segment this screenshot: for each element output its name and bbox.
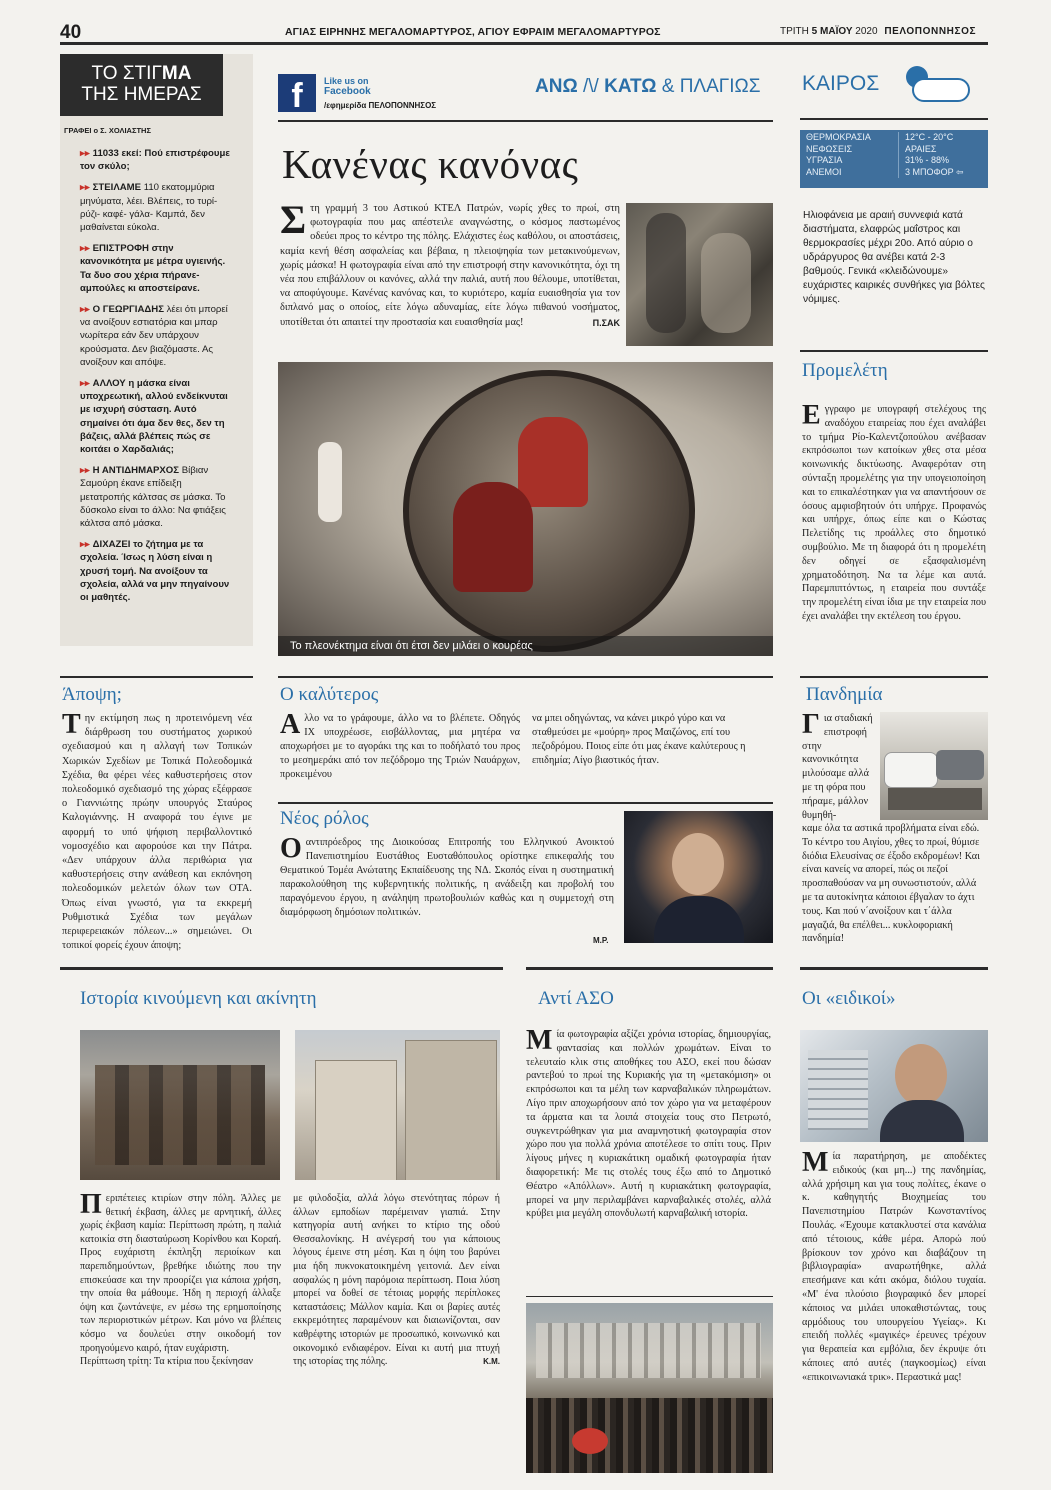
weather-row <box>800 144 988 156</box>
ano-kato-title <box>535 76 760 98</box>
stigma-item <box>80 464 234 530</box>
weather-row <box>800 167 988 179</box>
weather-title: ΚΑΙΡΟΣ <box>802 72 880 95</box>
top-section-rule <box>278 120 773 122</box>
weather-row-label: ΥΓΡΑΣΙΑ <box>800 155 899 167</box>
stigma-item <box>80 181 234 234</box>
kalyteros-dropcap: Α <box>280 709 301 740</box>
istoria-text-1-last: Περίπτωση τρίτη: Τα κτίρια που ξεκίνησαν <box>80 1356 254 1368</box>
weather-text: Ηλιοφάνεια με αραιή συννεφιά κατά διαστήματα, ελαφρώς μαΐστρος και θερμοκρασίες μέχρι 20ο. Από αύριο ο υδράργυρος θα ανέβει κατά 2-3 βαθμούς. Γενικά «κλειδώνουμε» ευχάριστες καιρικές συνθήκες για βόλτες νόμιμες. <box>803 210 985 305</box>
row2-rule-mid <box>278 676 773 678</box>
photo-caption: Το πλεονέκτημα είναι ότι έτσι δεν μιλάει ο κουρέας <box>278 636 773 656</box>
neos-rolos-dropcap: Ο <box>280 833 302 864</box>
red-arrow-icon: ▸▸ <box>80 148 90 159</box>
promeleti-rule <box>800 350 988 352</box>
weather-row-value: 31% - 88% <box>905 155 950 165</box>
eidikoi-body <box>802 1147 986 1385</box>
portrait-photo <box>624 811 773 943</box>
kalyteros-rule <box>278 802 773 804</box>
istoria-title: Ιστορία κινούμενη και ακίνητη <box>80 988 317 1009</box>
date-year: 2020 <box>855 26 878 37</box>
istoria-signature: Κ.Μ. <box>483 1357 500 1367</box>
stigma-item-lead: 11033 εκεί: Πού επιστρέφουμε τον σκύλο; <box>80 148 230 173</box>
weather-row-value: ΑΡΑΙΕΣ <box>905 143 937 154</box>
stigma-item <box>80 147 234 173</box>
weather-row-value: 12°C - 20°C <box>905 132 954 142</box>
stigma-item-lead: Ο ΓΕΩΡΓΙΑΔΗΣ <box>92 304 164 316</box>
red-arrow-icon: ▸▸ <box>80 304 90 316</box>
pandimia-body-narrow <box>802 709 876 822</box>
row3-rule-right <box>800 967 988 970</box>
red-arrow-icon: ▸▸ <box>80 182 90 194</box>
red-arrow-icon: ▸▸ <box>80 243 90 255</box>
stigma-title-a: ΤΟ ΣΤΙΓ <box>91 63 162 84</box>
stigma-title-c: ΤΗΣ ΗΜΕΡΑΣ <box>81 84 202 105</box>
neos-rolos-body <box>280 833 614 920</box>
apopsi-dropcap: Τ <box>62 709 81 740</box>
anti-aso-rule <box>526 1296 773 1297</box>
kato-label: ΚΑΤΩ <box>604 76 657 97</box>
main-story-dropcap: Σ <box>280 197 307 242</box>
promeleti-body <box>802 400 986 624</box>
plagios-label: & ΠΛΑΓΙΩΣ <box>661 76 761 97</box>
kalyteros-col1 <box>280 709 520 782</box>
stigma-item-lead: ΣΤΕΙΛΑΜΕ <box>92 182 142 194</box>
ano-label: ΑΝΩ <box>535 76 578 97</box>
facebook-line2: Facebook <box>324 86 371 97</box>
saints-of-day: ΑΓΙΑΣ ΕΙΡΗΝΗΣ ΜΕΓΑΛΟΜΑΡΤΥΡΟΣ, ΑΓΙΟΥ ΕΦΡΑΙΜ ΜΕΓΑΛΟΜΑΡΤΥΡΟΣ <box>285 26 661 38</box>
stigma-item <box>80 538 234 604</box>
cloud-icon <box>900 62 975 104</box>
pandimia-text-narrow: ια σταδιακή επιστροφή στην κανονικότητα μιλούσαμε αλλά με τη φόρα που πήραμε, μάλλον θυμηθή- <box>802 713 873 821</box>
apopsi-text: ην εκτίμηση πως η προτεινόμενη νέα διάρθρωση του συστήματος χωρικού σχεδιασμού και η αλλαγή των Τοπικών Χωρικών Σχεδίων με Τοπικά Πολεοδομικά Σχέδια, θα φέρει νέες καθυστερήσεις στον πολεοδομικό σχεδιασμό της χώρας εξέφρασε ο Γιαννιώτης πρώην υπουργός Σταύρος Καλογιάννης. Η αναφορά του έγινε με αφορμή το υπό ψήφιση περιβαλλοντικό νομοσχέδιο και αφορούσε και την Πάτρα. «Δεν υπάρχουν άλλα περιθώρια για καθυστερήσεις στην ανάθεση και εκπόνηση πολεοδομικών μελετών όλων των ΟΤΑ. Όπως είναι γνωστό, για τα εκκρεμή Ρυθμιστικά Σχέδια των μεγάλων περιφερειακών πόλεων...» σημειώνει. Οι τοπικοί φορείς έχουν άποψη; <box>62 713 252 952</box>
weather-rule <box>800 118 988 120</box>
eidikoi-text: ία παρατήρηση, με αποδέκτες ειδικούς (και μη...) της πανδημίας, αλλά χρήσιμη και για τους πολίτες, έκανε ο κ. καθηγητής Βιοχημείας του Πανεπιστημίου Πατρών Κωνσταντίνος Πουλάς. «Έχουμε κατακλυστεί στα κανάλια από τέτοιους, κάθε μέρα. Απορώ πού βρίσκουν τον χρόνο και διαβάζουν τη βιβλιογραφία» αναρωτήθηκε, αλλά επεσήμανε και κάτι ακόμα, διόλου τυχαία. «Μ' ένα πλούσιο βιογραφικό δεν μπορεί κάποιος να μιλάει υποκαθιστώντας, τους αρμόδιους του υπουργείου Υγείας». Κι επειδή πολλές «μαγικές» έρευνες τρέχουν για θεραπεία και εμβόλια, δεν έκρυψε ότι κάποιες από αυτές (παγκοσμίως) είναι «επικοινωνιακά τρικ». Περαστικά μας! <box>802 1151 986 1383</box>
weather-row-value: 3 ΜΠΟΦΟΡ ⇦ <box>905 166 964 177</box>
main-story-body <box>280 197 620 330</box>
facebook-line3: /εφημερίδα ΠΕΛΟΠΟΝΝΗΣΟΣ <box>324 101 437 110</box>
promeleti-text: γγραφο με υπογραφή στελέχους της αναδόχου εταιρείας που έχει αναλάβει το τμήμα Ρίο-Καλεντζοπούλου ανέβασαν εκπρόσωποι των κατοίκων χθες στα μέσα κοινωνικής δικτύωσης. Αναφερόταν στη σύνταξη προμελέτης για την υπογειοποίηση και το επικαλέστηκαν για να απαντήσουν σε όσους αμφισβητούν ότι υπήρχε. Προφανώς και υπήρχε, όπως είπε και ο Κώστας Πελετίδης τις προάλλες στο δημοτικό συμβούλιο. Με τη διαφορά ότι η προμελέτη δεν οδηγεί σε εξασφαλισμένη χρηματοδότηση. Να τα λέμε και αυτά. Παρεμπιπτόντως, η εταιρεία που συντάξε την προμελέτη είναι ίδια με την εταιρεία που έχει αναλάβει την εκτέλεση του έργου. <box>802 404 986 622</box>
header-rule <box>60 42 988 45</box>
eidikoi-dropcap: Μ <box>802 1147 829 1178</box>
main-headline: Κανένας κανόνας <box>282 141 579 187</box>
anti-aso-text: ία φωτογραφία αξίζει χρόνια ιστορίας, δημιουργίας, φαντασίας και πολλών χρωμάτων. Είναι το τελευταίο κλικ στις αποθήκες του ΑΣΟ, εκεί που δώσαν ραντεβού το πρωί της Κυριακής για τη «μετακόμιση» οι εκπρόσωποι και τα μέλη των καρναβαλικών πληρωμάτων. Λίγο πριν αποχωρήσουν από τον χώρο για να μεταφέρουν τα άρματα και τα λοιπά στοιχεία τους στο Πετρωτό, συγκεντρώθηκαν για μια αναμνηστική φωτογραφία στον χώρο που για πολλά χρόνια αποτέλεσε το σπίτι τους. Πριν λίγους μήνες η κυριακάτικη ομαδική φωτογραφία ήταν διαφορετική: Με τις στολές τους έξω από το Δημοτικό Θέατρο «Απόλλων». Αυτή η κυριακάτικη φωτογραφία, μπορεί να μην περιλαμβάνει καρναβαλικές στολές, αλλά κρύβει μια μεγάλη σπονδυλωτή καρναβαλική ιστορία. <box>526 1029 771 1220</box>
facebook-icon: f <box>278 74 316 112</box>
date-line <box>780 26 976 37</box>
stigma-item <box>80 242 234 295</box>
promeleti-title: Προμελέτη <box>802 360 888 381</box>
stigma-item-text: 110 εκατομμύρια μηνύματα, λέει. Βλέπεις, το τυρί- ρύζι- καφέ- γάλα- Καμπά, δεν μαθαίνεται εύκολα. <box>80 182 218 234</box>
row2-rule-left <box>60 676 253 678</box>
bus-photo <box>626 203 773 346</box>
kalyteros-title: Ο καλύτερος <box>280 684 379 705</box>
red-arrow-icon: ▸▸ <box>80 465 90 477</box>
row3-rule-left <box>60 967 503 970</box>
weather-row-label: ΑΝΕΜΟΙ <box>800 167 899 179</box>
main-story-signature: Π.ΣΑΚ <box>592 317 620 328</box>
pandimia-dropcap: Γ <box>802 709 820 740</box>
main-story-text: τη γραμμή 3 του Αστικού ΚΤΕΛ Πατρών, νωρίς χθες το πρωί, στη φωτογραφία που μας απέστειλε αναγνώστης, ο κόσμος παστωμένος οδεύει προς το κέντρο της πόλης. Ελάχιστες έως καθόλου, οι αποστάσεις, καμία κενή θέση ασφαλείας και βέβαια, η πλειοψηφία των μετακινούμενων, χωρίς μάσκα! Η φωτογραφία είναι από την επιστροφή στην κανονικότητα, όχι τη νέα που επιβάλλουν οι κανόνες, αλλά την παλιά, αυτή που θέλουμε, υποτίθεται, να αποφύγουμε. Κανένας κανόνας και, το κυριότερο, καμία ευαισθησία για τον διπλανό μας ο οποίος, είτε λόγω αδυναμίας, είτε λόγω πιθανού νοσήματος, υποτίθεται ότι απαιτεί την προστασία και ευαισθησία μας! <box>280 203 620 328</box>
apopsi-body <box>62 709 252 953</box>
date-day-month: 5 ΜΑΪΟΥ <box>811 26 853 37</box>
weather-row-label: ΘΕΡΜΟΚΡΑΣΙΑ <box>800 132 899 144</box>
istoria-col1 <box>80 1189 281 1369</box>
anti-aso-dropcap: Μ <box>526 1025 553 1056</box>
red-arrow-icon: ▸▸ <box>80 378 90 390</box>
stigma-header <box>60 54 223 116</box>
pandimia-title: Πανδημία <box>806 684 883 705</box>
weather-row <box>800 132 988 144</box>
facebook-line1: Like us on <box>324 76 369 86</box>
stigma-item-lead: Η ΑΝΤΙΔΗΜΑΡΧΟΣ <box>92 465 180 477</box>
red-arrow-icon: ▸▸ <box>80 539 90 551</box>
stigma-item <box>80 377 234 456</box>
carnival-group-photo <box>526 1303 773 1473</box>
istoria-dropcap: Π <box>80 1189 102 1220</box>
row2-rule-right <box>800 676 988 678</box>
kalyteros-text-2: να μπει οδηγώντας, να κάνει μικρό γύρο και να σταθμεύσει με «μούρη» προς Μαιζώνος, επί του πεζοδρόμου. Ποιος είπε ότι μας έκανε καλύτερους η επιδημία; Λίγο βιαστικός ήταν. <box>532 713 746 766</box>
old-building-photo <box>80 1030 280 1180</box>
neos-rolos-signature: Μ.Ρ. <box>593 936 609 945</box>
istoria-col2 <box>293 1192 500 1369</box>
weather-panel <box>800 130 988 188</box>
stigma-items <box>80 147 234 612</box>
anti-aso-body <box>526 1025 771 1221</box>
neos-rolos-text: αντιπρόεδρος της Διοικούσας Επιτροπής του Ελληνικού Ανοικτού Πανεπιστημίου Ευστάθιος Ευσταθόπουλος ορίστηκε επικεφαλής του Θεματικού Τομέα Ανώτατης Εκπαίδευσης της ΝΔ. Σκοπός είναι η συστηματική παρακολούθηση της κυβερνητικής πολιτικής, η ανάδειξη και προβολή του παραγόμενου έργου, η ανάληψη πρωτοβουλιών καθώς και η συμμετοχή στη διαμόρφωση δημόσιων πολιτικών. <box>280 837 614 918</box>
stigma-item-lead: ΑΛΛΟΥ η μάσκα είναι υποχρεωτική, αλλού ενδείκνυται με ισχυρή σύσταση. Αυτό σημαίνει ότι άμα δεν θες, δεν τη βάζεις, αλλά βλέπεις πώς σε κοιτάει ο Χαρδαλιάς; <box>80 378 228 456</box>
stigma-byline: ΓΡΑΦΕΙ ο Σ. ΧΟΛΙΑΣΤΗΣ <box>64 126 151 135</box>
barber-photo <box>278 362 773 656</box>
neos-rolos-title: Νέος ρόλος <box>280 808 369 829</box>
promeleti-dropcap: Ε <box>802 400 821 431</box>
anti-aso-title: Αντί ΑΣΟ <box>538 988 614 1009</box>
eidikoi-title: Οι «ειδικοί» <box>802 988 896 1009</box>
kalyteros-col2 <box>532 712 772 768</box>
ano-kato-arrows-icon: /\/ <box>582 76 599 97</box>
traffic-photo <box>880 712 988 820</box>
istoria-text-2: με φιλοδοξία, αλλά λόγω στενότητας πόρων ή άλλων εμποδίων παρέμειναν γιαπιά. Στην κατηγορία αυτή ανήκει το κτίριο της οδού Θεσσαλονίκης. Η ανέγερσή του για κάποιους λόγους έμεινε στη μέση. Και η όψη του βαρύνει μια ήδη πυκνοκατοικημένη γειτονιά. Δεν είναι ασφαλώς η μόνη παρόμοια περίπτωση. Ποια λύση μπορεί να δοθεί σε τέτοιας μορφής περίπλοκες καταστάσεις; Μάλλον καμία. Και οι βαρίες αυτές εκκρεμότητες παραμένουν και διαιωνίζονται, σαν καθρέφτης ιστοριών με προσωπικό, κοινωνικό και οικονομικό ενδιαφέρον. Είναι κι αυτή μια πτυχή της ιστορίας της πόλης. <box>293 1193 500 1368</box>
apopsi-title: Άποψη; <box>62 684 122 705</box>
stigma-item-lead: ΕΠΙΣΤΡΟΦΗ στην κανονικότητα με μέτρα υγιεινής. Τα δυο σου χέρια πήρανε- αμπούλες κι αποστείρανε. <box>80 243 226 294</box>
facebook-promo[interactable] <box>278 74 488 116</box>
professor-photo <box>800 1030 988 1142</box>
stigma-title-b: ΜΑ <box>161 63 192 84</box>
page-number: 40 <box>60 22 82 43</box>
stigma-item-text: λέει ότι μπορεί να ανοίξουν εστιατόρια και μπαρ νωρίτερα εάν δεν υπάρχουν κρούσματα. Δεν βιαζόμαστε. Ας ανοίξουν και απόψε. <box>80 304 228 368</box>
weather-row-label: ΝΕΦΩΣΕΙΣ <box>800 144 899 156</box>
stigma-item-text: Βίβιαν Σαμούρη έκανε επίδειξη μετατροπής κάλτσας σε μάσκα. Το δύσκολο είναι το άλλο: Να φτιάξεις κάλτσα από μάσκα. <box>80 465 226 530</box>
row3-rule-mid <box>526 967 773 970</box>
pandimia-text-wide: καμε όλα τα αστικά προβλήματα είναι εδώ. Το κέντρο του Αιγίου, χθες το πρωί, θύμισε διόδια Ελευσίνας σε έξοδο εκδρομέων! Και είναι κανείς να απορεί, πώς οι πεζοί προσπαθούσαν να μη συνωστιστούν, αλλά με τα αυτοκίνητα κάποιοι έβγαλαν το άχτι τους. Και πού ν΄ανοίξουν και τ΄άλλα μαγαζιά, θα επέλθει... κυκλοφοριακή πανδημία! <box>802 823 980 945</box>
stigma-item-lead: ΔΙΧΑΖΕΙ το ζήτημα με τα σχολεία. Ίσως η λύση είναι η χρυσή τομή. Να ανοίξουν τα σχολεία, αλλά να μην πηγαίνουν οι μαθητές. <box>80 539 230 604</box>
kalyteros-text-1: λλο να το γράφουμε, άλλο να το βλέπετε. Οδηγός ΙΧ υποχρέωσε, εισβάλλοντας, μια μητέρα να αποχωρήσει με το αγοράκι της και το ποδήλατό του προς το μεσημεράκι από τον πεζόδρομο της Τριών Ναυάρχων, προκειμένου <box>280 713 520 780</box>
mirror <box>403 370 695 652</box>
paper-name: ΠΕΛΟΠΟΝΝΗΣΟΣ <box>884 26 977 37</box>
pandimia-body-wide <box>802 822 986 946</box>
date-day: ΤΡΙΤΗ <box>780 26 809 37</box>
weather-row <box>800 155 988 167</box>
unfinished-building-photo <box>295 1030 500 1180</box>
stigma-item <box>80 303 234 369</box>
istoria-text-1: εριπέτειες κτιρίων στην πόλη. Άλλες με θετική έκβαση, άλλες με αρνητική, άλλες χωρίς έκβαση καμία: Περίπτωση πρώτη, η παλιά κατοικία στη διασταύρωση Κορίνθου και Κοραή. Προς ευχάριστη έκπληξη περιοίκων και παρεπιδημούντων, βρεθήκε ιδιώτης που την επισκεύασε και την προορίζει για κάποια χρήση, την οποία θα μάθουμε. Ήδη η περιοχή άλλαξε όψη και ζωντάνεψε, εν μέσω της ερημοποίησης των περιοριστικών μέτρων. Και μόνο να βλέπεις κόσμο να δουλεύει στην οικοδομή τον προηγούμενο καιρό, ήταν ευχάριστη. <box>80 1193 281 1354</box>
